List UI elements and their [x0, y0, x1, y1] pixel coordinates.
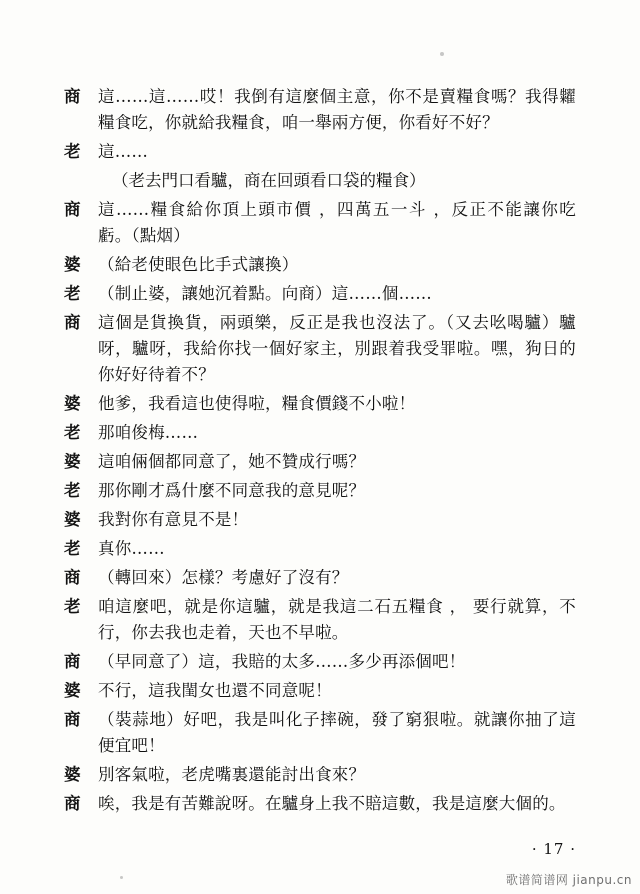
speech-text: （裝蒜地）好吧，我是叫化子摔碗，發了窮狠啦。就讓你抽了這便宜吧！ [98, 710, 576, 755]
speaker-label: 婆 [64, 510, 81, 529]
stage-direction: （老去門口看驢，商在回頭看口袋的糧食） [112, 171, 426, 190]
speaker-label: 商 [64, 568, 81, 587]
speaker-label: 商 [64, 313, 81, 332]
script-body [64, 84, 576, 820]
speech-text: 這咱倆個都同意了，她不贊成行嗎？ [98, 452, 366, 471]
speaker-label: 商 [64, 652, 81, 671]
speech-text: 那你剛才爲什麼不同意我的意見呢？ [98, 481, 366, 500]
script-line [64, 478, 576, 504]
speech-text: 咱這麼吧，就是你這驢，就是我這二石五糧食 ， 要行就算，不行，你去我也走着，天也不早啦。 [98, 597, 576, 642]
speech-text: （制止婆，讓她沉着點。向商）這……個…… [98, 284, 432, 303]
speech-text: 這……這……哎！我倒有這麼個主意，你不是賣糧食嗎？我得糶糧食吃，你就給我糧食，咱一舉兩方便，你看好不好？ [98, 87, 576, 132]
speaker-label: 商 [64, 200, 81, 219]
speaker-label: 老 [64, 481, 81, 500]
script-line [64, 678, 576, 704]
speaker-label: 老 [64, 423, 81, 442]
script-line [64, 139, 576, 165]
speaker-label: 老 [64, 142, 81, 161]
watermark [506, 871, 632, 888]
script-line [64, 420, 576, 446]
watermark-text: 歌谱简谱网 jianpu.cn [505, 873, 632, 887]
speech-text: 不行，這我閨女也還不同意呢！ [98, 681, 332, 700]
speech-text: 別客氣啦，老虎嘴裏還能討出食來？ [98, 765, 366, 784]
script-line [64, 707, 576, 759]
script-line [64, 281, 576, 307]
speaker-label: 婆 [64, 452, 81, 471]
speaker-label: 婆 [64, 765, 81, 784]
speaker-label: 商 [64, 794, 81, 813]
page-speck [440, 52, 444, 56]
speech-text: 那咱俊梅…… [98, 423, 199, 442]
script-line [64, 391, 576, 417]
script-line [64, 197, 576, 249]
speaker-label: 老 [64, 597, 81, 616]
speech-text: 唉，我是有苦難說呀。在驢身上我不賠這數，我是這麼大個的。 [98, 794, 566, 813]
speaker-label: 婆 [64, 255, 81, 274]
script-line [64, 762, 576, 788]
speaker-label: 老 [64, 284, 81, 303]
script-line [64, 252, 576, 278]
script-line [64, 649, 576, 675]
script-line [64, 84, 576, 136]
speech-text: 真你…… [98, 539, 165, 558]
speaker-label: 婆 [64, 394, 81, 413]
page-speck [120, 876, 123, 879]
page-number: · 17 · [531, 840, 576, 858]
speaker-label: 商 [64, 710, 81, 729]
stage-direction: （給老使眼色比手式讓換） [98, 255, 299, 274]
speaker-label: 老 [64, 539, 81, 558]
speaker-label: 婆 [64, 681, 81, 700]
script-line [64, 791, 576, 817]
script-line [64, 507, 576, 533]
speech-text: 他爹，我看這也使得啦，糧食價錢不小啦！ [98, 394, 416, 413]
speaker-label: 商 [64, 87, 81, 106]
speech-text: （早同意了）這，我賠的太多……多少再添個吧！ [98, 652, 466, 671]
script-line [64, 536, 576, 562]
speech-text: 我對你有意見不是！ [98, 510, 249, 529]
script-line [64, 565, 576, 591]
speech-text: 這…… [98, 142, 149, 161]
speech-text: 這……糧食給你頂上頭市價 ，四萬五一斗 ，反正不能讓你吃虧。（點烟） [98, 200, 576, 245]
speech-text: 這個是貨換貨，兩頭樂，反正是我也沒法了。（又去吆喝驢）驢呀，驢呀，我給你找一個好家主，別跟着我受罪啦。嘿，狗日的你好好待着不？ [98, 313, 576, 384]
script-line [64, 594, 576, 646]
script-line [64, 310, 576, 388]
script-line [64, 449, 576, 475]
speech-text: （轉回來）怎樣？考慮好了沒有？ [98, 568, 349, 587]
